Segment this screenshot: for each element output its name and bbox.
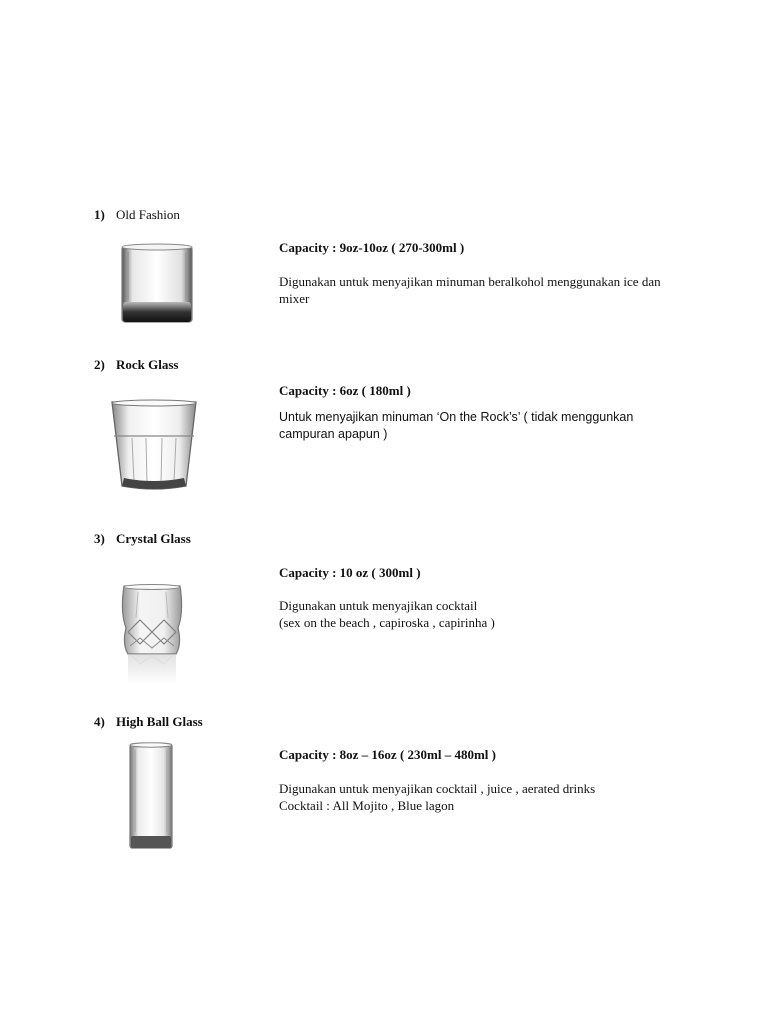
item-1-heading <box>94 207 180 223</box>
item-3-name: Crystal Glass <box>116 531 191 546</box>
item-4-description-line-1: Digunakan untuk menyajikan cocktail , juice , aerated drinks <box>279 781 596 796</box>
old-fashion-glass-icon <box>112 240 202 330</box>
item-2-capacity: Capacity : 6oz ( 180ml ) <box>279 383 411 398</box>
item-1-capacity: Capacity : 9oz-10oz ( 270-300ml ) <box>279 240 465 255</box>
item-1-name: Old Fashion <box>116 207 180 222</box>
item-4-description <box>279 780 689 814</box>
item-2-description <box>279 409 689 443</box>
item-2-heading <box>94 357 178 373</box>
item-1-description-line: Digunakan untuk menyajikan minuman beralkohol menggunakan ice dan mixer <box>279 274 661 306</box>
item-3-number: 3) <box>94 531 105 546</box>
item-2-description-line: Untuk menyajikan minuman ‘On the Rock’s’ ( tidak menggunkan campuran apapun ) <box>279 410 634 441</box>
rock-glass-icon <box>106 398 202 496</box>
item-2-number: 2) <box>94 357 105 372</box>
crystal-glass-icon <box>116 582 188 688</box>
item-3-description-line-1: Digunakan untuk menyajikan cocktail <box>279 598 478 613</box>
item-1-description <box>279 273 689 307</box>
item-4-heading <box>94 714 203 730</box>
item-4-description-line-2: Cocktail : All Mojito , Blue lagon <box>279 798 455 813</box>
item-3-capacity: Capacity : 10 oz ( 300ml ) <box>279 565 421 580</box>
item-4-capacity: Capacity : 8oz – 16oz ( 230ml – 480ml ) <box>279 747 496 762</box>
item-2-name: Rock Glass <box>116 357 179 372</box>
item-1-number: 1) <box>94 207 105 222</box>
high-ball-glass-icon <box>126 740 176 852</box>
item-4-number: 4) <box>94 714 105 729</box>
item-4-name: High Ball Glass <box>116 714 203 729</box>
item-3-description <box>279 597 689 631</box>
item-3-description-line-2: (sex on the beach , capiroska , capirinha ) <box>279 615 495 630</box>
item-3-heading <box>94 531 191 547</box>
